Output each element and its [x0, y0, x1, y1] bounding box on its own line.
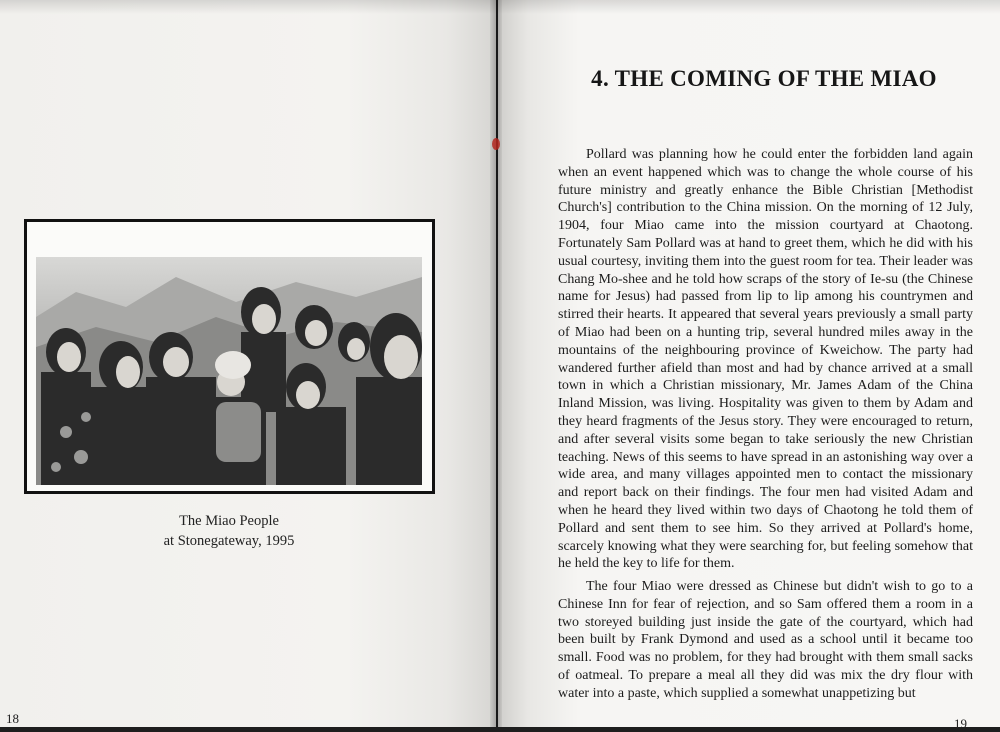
chapter-title: 4. THE COMING OF THE MIAO	[591, 66, 937, 91]
caption-line-1: The Miao People	[179, 513, 279, 529]
body-paragraph-2	[558, 578, 973, 703]
caption-line-2: at Stonegateway, 1995	[163, 533, 295, 549]
paragraph-text-1: Pollard was planning how he could enter the forbidden land again when an event happened which was to change the whole course of his future ministry and greatly enhance the Bible Christian [Methodist Church's] contribution to the China mission. On the morning of 12 July, 1904, four Miao came into the mission courtyard at Chaotong. Fortunately Sam Pollard was at hand to greet them, which he did with his usual courtesy, inviting them into the guest room for tea. Their leader was Chang Mo-shee and he told how scraps of the story of Ie-su (the Chinese name for Jesus) had passed from lip to lip among his countrymen and stirred their hearts. It appeared that several years previously a small party of Miao had been on a hunting trip, several hundred miles away in the mountains of the neighbouring province of Kweichow. The party had wandered further afield than most and had by chance arrived at a small town in which a Christian missionary, Mr. James Adam of the China Inland Mission, was living. Hospitality was given to them by Adam and they heard fragments of the Jesus story. They were encouraged to return, and after several visits some began to take seriously the new Christian teaching. News of this seems to have spread in an astonishing way over a wide area, and many villages appointed men to contact the missionary and report back on their findings. The four men had visited Adam and when he heard they lived within two days of Chaotong he told them of Pollard and sent them to see him. So they arrived at Pollard's home, scarcely knowing what they were searching for, but feeling somehow that he held the key to life for them.	[558, 147, 973, 572]
red-ink-mark	[492, 138, 500, 150]
body-paragraph-1	[558, 146, 973, 573]
paragraph-text-2: The four Miao were dressed as Chinese but didn't wish to go to a Chinese Inn for fear of rejection, and so Sam offered them a room in a two storeyed building just inside the gate of the courtyard, which had been built by Frank Dymond and used as a school until it became too small. Food was no problem, for they had brought with them small sacks of oatmeal. To prepare a meal all they did was mix the dry flour with water into a paste, which supplied a somewhat unappetizing but	[558, 579, 973, 701]
book-gutter	[490, 0, 502, 727]
left-page	[0, 0, 496, 727]
photo-caption	[100, 511, 358, 551]
page-number-right: 19	[954, 716, 967, 731]
top-shadow	[0, 0, 1000, 14]
miao-people-photo	[36, 257, 422, 485]
photo-image	[36, 257, 422, 485]
photo-frame	[24, 219, 435, 494]
page-number-left: 18	[6, 711, 19, 726]
